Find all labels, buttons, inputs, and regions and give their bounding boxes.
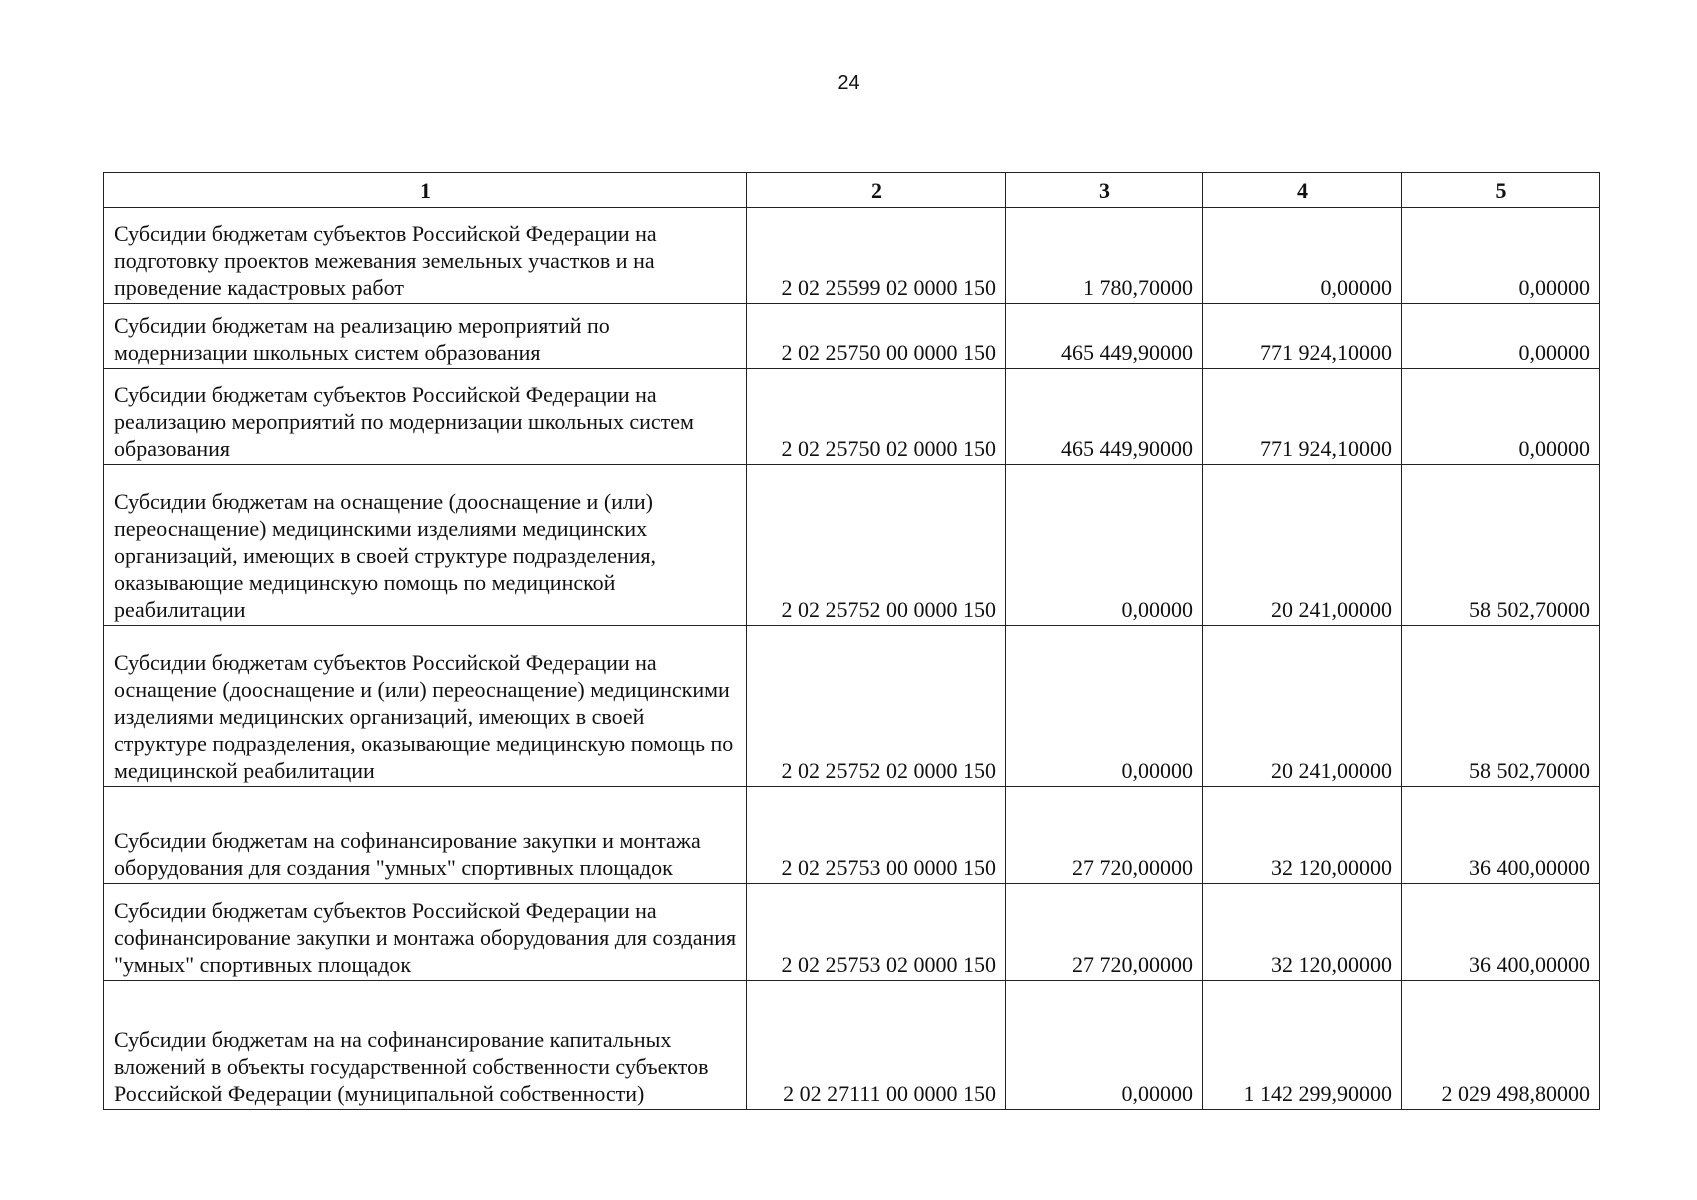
table-row (104, 208, 1600, 304)
row-budget-code: 2 02 25599 02 0000 150 (747, 208, 1006, 304)
row-value-col4: 771 924,10000 (1203, 304, 1402, 369)
row-value-col4: 771 924,10000 (1203, 369, 1402, 465)
table-row (104, 369, 1600, 465)
row-value-col4: 0,00000 (1203, 208, 1402, 304)
table-header (104, 173, 1600, 208)
row-value-col3: 0,00000 (1006, 981, 1203, 1110)
page-number: 24 (837, 72, 860, 94)
row-description: Субсидии бюджетам субъектов Российской Федерации на реализацию мероприятий по модернизации школьных систем образования (104, 369, 747, 465)
row-value-col3: 465 449,90000 (1006, 304, 1203, 369)
header-row (104, 173, 1600, 208)
row-description: Субсидии бюджетам на оснащение (дооснащение и (или) переоснащение) медицинскими изделиями медицинских организаций, имеющих в своей структуре подразделения, оказывающие медицинскую помощь по медицинской реабилитации (104, 465, 747, 626)
row-value-col5: 36 400,00000 (1402, 884, 1600, 981)
row-value-col3: 27 720,00000 (1006, 884, 1203, 981)
column-header-5: 5 (1402, 173, 1600, 208)
row-value-col5: 58 502,70000 (1402, 465, 1600, 626)
column-header-4: 4 (1203, 173, 1402, 208)
row-description: Субсидии бюджетам субъектов Российской Федерации на софинансирование закупки и монтажа оборудования для создания "умных" спортивных площадок (104, 884, 747, 981)
row-budget-code: 2 02 25750 02 0000 150 (747, 369, 1006, 465)
table-row (104, 304, 1600, 369)
row-value-col4: 1 142 299,90000 (1203, 981, 1402, 1110)
row-value-col3: 1 780,70000 (1006, 208, 1203, 304)
row-budget-code: 2 02 25753 02 0000 150 (747, 884, 1006, 981)
column-header-3: 3 (1006, 173, 1203, 208)
row-value-col5: 58 502,70000 (1402, 626, 1600, 787)
row-value-col3: 0,00000 (1006, 465, 1203, 626)
row-budget-code: 2 02 25752 02 0000 150 (747, 626, 1006, 787)
column-header-1: 1 (104, 173, 747, 208)
row-budget-code: 2 02 25752 00 0000 150 (747, 465, 1006, 626)
row-value-col5: 0,00000 (1402, 369, 1600, 465)
row-value-col3: 465 449,90000 (1006, 369, 1203, 465)
row-value-col3: 27 720,00000 (1006, 787, 1203, 884)
row-description: Субсидии бюджетам субъектов Российской Федерации на оснащение (дооснащение и (или) переоснащение) медицинскими изделиями медицинских организаций, имеющих в своей структуре подразделения, оказывающие медицинскую помощь по медицинской реабилитации (104, 626, 747, 787)
table-row (104, 787, 1600, 884)
row-description: Субсидии бюджетам субъектов Российской Федерации на подготовку проектов межевания земельных участков и на проведение кадастровых работ (104, 208, 747, 304)
row-budget-code: 2 02 25753 00 0000 150 (747, 787, 1006, 884)
column-header-2: 2 (747, 173, 1006, 208)
row-value-col4: 20 241,00000 (1203, 626, 1402, 787)
row-value-col4: 32 120,00000 (1203, 884, 1402, 981)
budget-table (103, 172, 1600, 1110)
row-description: Субсидии бюджетам на на софинансирование капитальных вложений в объекты государственной собственности субъектов Российской Федерации (муниципальной собственности) (104, 981, 747, 1110)
table-row (104, 626, 1600, 787)
row-description: Субсидии бюджетам на софинансирование закупки и монтажа оборудования для создания "умных" спортивных площадок (104, 787, 747, 884)
table-row (104, 884, 1600, 981)
table-row (104, 465, 1600, 626)
row-value-col5: 36 400,00000 (1402, 787, 1600, 884)
table-row (104, 981, 1600, 1110)
row-value-col5: 0,00000 (1402, 304, 1600, 369)
row-value-col4: 20 241,00000 (1203, 465, 1402, 626)
row-value-col5: 2 029 498,80000 (1402, 981, 1600, 1110)
row-value-col4: 32 120,00000 (1203, 787, 1402, 884)
row-value-col5: 0,00000 (1402, 208, 1600, 304)
row-description: Субсидии бюджетам на реализацию мероприятий по модернизации школьных систем образования (104, 304, 747, 369)
row-value-col3: 0,00000 (1006, 626, 1203, 787)
row-budget-code: 2 02 27111 00 0000 150 (747, 981, 1006, 1110)
table-body (104, 208, 1600, 1110)
row-budget-code: 2 02 25750 00 0000 150 (747, 304, 1006, 369)
